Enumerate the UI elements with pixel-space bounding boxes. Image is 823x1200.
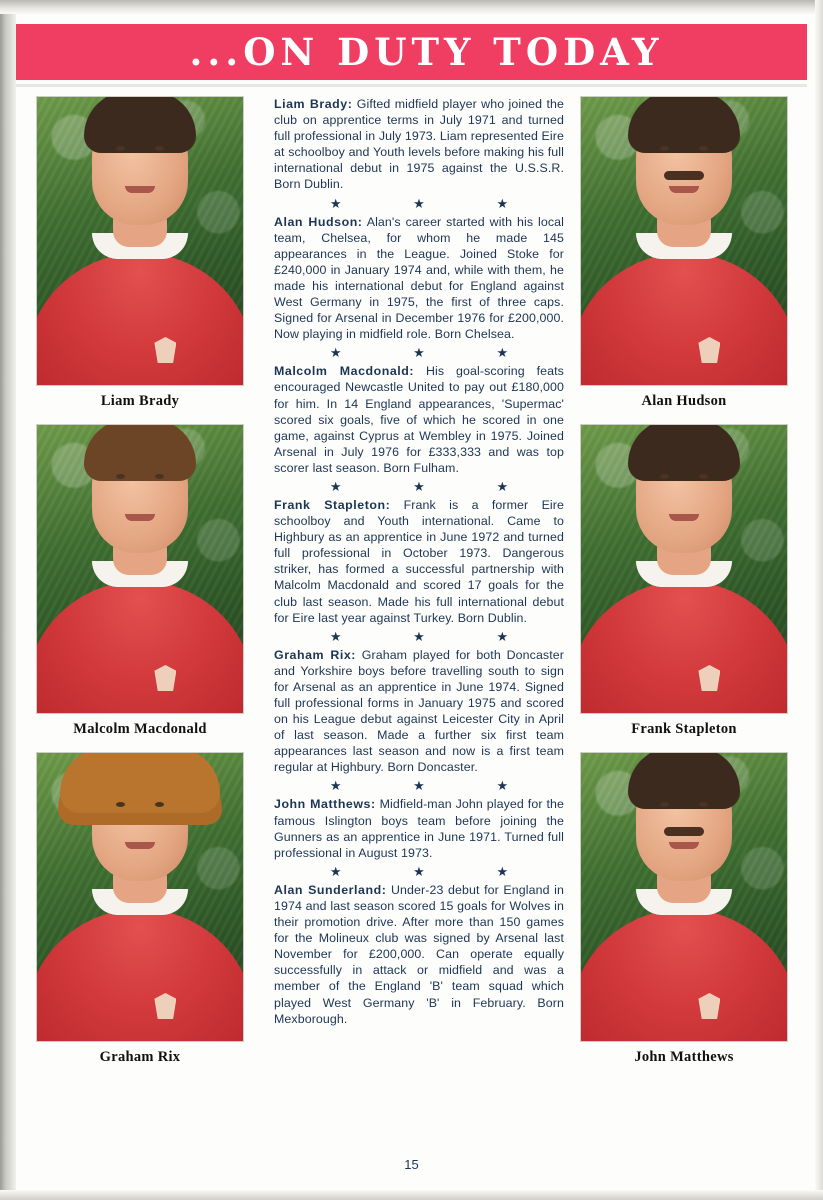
photo-caption: Alan Hudson [641, 393, 727, 409]
eye-right [155, 802, 164, 807]
profile-text: Under-23 debut for England in 1974 and last season scored 15 goals for Wolves in their promotion drive. After more than 150 games for the Molineux club was signed by Arsenal last November for £200,000. Can operate equally successfully in attack or midfield and was a member of the England 'B' team squad which played West Germany 'B' in February. Born Mexborough. [274, 882, 565, 1026]
profile-name: Liam Brady: [274, 97, 353, 111]
player-photo-liam-brady [36, 96, 244, 386]
profile-john-matthews [274, 796, 564, 860]
profile-text: His goal-scoring feats encouraged Newcastle United to pay out £180,000 for him. In 14 England appearances, 'Supermac' scored six goals, five of which he scored in one game, against Cyprus at Wembley in 1975. Joined Arsenal in July 1976 for £333,333 and was top scorer last season. Born Fulham. [274, 364, 564, 475]
photo-caption: John Matthews [634, 1049, 734, 1065]
eye-left [116, 802, 125, 807]
profile-text: Frank is a former Eire schoolboy and Youth international. Came to Highbury as an apprentice in June 1972 and turned full professional in October 1973. Dangerous striker, has formed a successful partnership with Malcolm Macdonald and scored 17 goals for the club last season. Made his full international debut for Eire last year against Turkey. Born Dublin. [274, 497, 565, 625]
player-card-alan-hudson [580, 96, 788, 410]
eye-right [699, 474, 708, 479]
profile-alan-sunderland [274, 882, 564, 1027]
mouth [125, 842, 155, 849]
mouth [125, 514, 155, 521]
mouth [669, 186, 699, 193]
profile-text: Midfield-man John played for the famous Islington boys team before joining the Gunners as an apprentice in June 1971. Turned full professional in August 1973. [274, 797, 564, 860]
profile-liam-brady [274, 96, 564, 193]
moustache [664, 827, 704, 836]
scan-edge-top [0, 0, 823, 14]
profile-name: Alan Sunderland: [274, 882, 387, 897]
hair [84, 96, 196, 153]
profile-name: Graham Rix: [274, 647, 356, 662]
player-card-liam-brady [36, 96, 244, 410]
star-divider: ★ ★ ★ [329, 478, 543, 494]
profile-name: John Matthews: [274, 797, 376, 812]
scan-edge-left [0, 0, 16, 1200]
profile-text: Gifted midfield player who joined the club on apprentice terms in July 1971 and turned full professional in July 1973. Liam represented Eire at schoolboy and Youth levels before making his full international debut in 1975 against the U.S.S.R. Born Dublin. [274, 97, 564, 192]
right-photo-column [580, 96, 788, 1080]
profile-name: Malcolm Macdonald: [274, 364, 415, 379]
eye-right [155, 474, 164, 479]
page-number: 15 [404, 1157, 419, 1172]
player-card-malcolm-macdonald [36, 424, 244, 738]
profile-name: Frank Stapleton: [274, 497, 391, 512]
scan-edge-bottom [0, 1190, 823, 1200]
profile-alan-hudson [274, 214, 564, 343]
star-divider: ★ ★ ★ [329, 628, 543, 644]
player-photo-malcolm-macdonald [36, 424, 244, 714]
profile-text: Alan's career started with his local team, Chelsea, for whom he made 145 appearances in the League. Joined Stoke for £240,000 in January 1974 and, while with them, he made his international debut for England against West Germany in 1975, the first of three caps. Signed for Arsenal in December 1976 for £200,000. Now playing in midfield role. Born Chelsea. [274, 214, 565, 342]
hair [628, 752, 740, 809]
hair [84, 424, 196, 481]
star-divider: ★ ★ ★ [329, 863, 543, 879]
hair [628, 96, 740, 153]
player-photo-frank-stapleton [580, 424, 788, 714]
photo-caption: Frank Stapleton [631, 721, 737, 737]
eye-right [155, 146, 164, 151]
star-divider: ★ ★ ★ [329, 345, 543, 361]
photo-caption: Graham Rix [99, 1049, 181, 1065]
player-card-john-matthews [580, 752, 788, 1066]
mouth [125, 186, 155, 193]
player-profiles-text-column [274, 96, 564, 1027]
eye-left [116, 474, 125, 479]
eye-right [699, 802, 708, 807]
eye-left [660, 146, 669, 151]
page-content [36, 96, 788, 1156]
profile-name: Alan Hudson: [274, 214, 363, 229]
player-card-frank-stapleton [580, 424, 788, 738]
page-header-banner [16, 24, 807, 80]
star-divider: ★ ★ ★ [329, 778, 543, 794]
profile-malcolm-macdonald [274, 363, 564, 476]
header-divider [16, 84, 807, 87]
profile-graham-rix [274, 647, 564, 776]
player-photo-alan-hudson [580, 96, 788, 386]
eye-left [660, 474, 669, 479]
left-photo-column [36, 96, 244, 1080]
moustache [664, 171, 704, 180]
hair [76, 752, 204, 809]
player-photo-graham-rix [36, 752, 244, 1042]
profile-text: Graham played for both Doncaster and Yorkshire boys before travelling south to sign for Arsenal as an apprentice in June 1974. Signed full professional forms in January 1975 and scored on his League debut against Leicester City in April of last season. Made a further six first team appearances last season and now is a first team regular at Highbury. Born Doncaster. [274, 647, 564, 775]
photo-caption: Malcolm Macdonald [73, 721, 207, 737]
profile-frank-stapleton [274, 497, 564, 626]
hair [628, 424, 740, 481]
photo-caption: Liam Brady [100, 393, 180, 409]
mouth [669, 514, 699, 521]
player-photo-john-matthews [580, 752, 788, 1042]
eye-right [699, 146, 708, 151]
eye-left [116, 146, 125, 151]
player-card-graham-rix [36, 752, 244, 1066]
mouth [669, 842, 699, 849]
star-divider: ★ ★ ★ [329, 195, 543, 211]
scan-edge-right [815, 0, 823, 1200]
page-title: ...ON DUTY TODAY [189, 30, 664, 74]
eye-left [660, 802, 669, 807]
